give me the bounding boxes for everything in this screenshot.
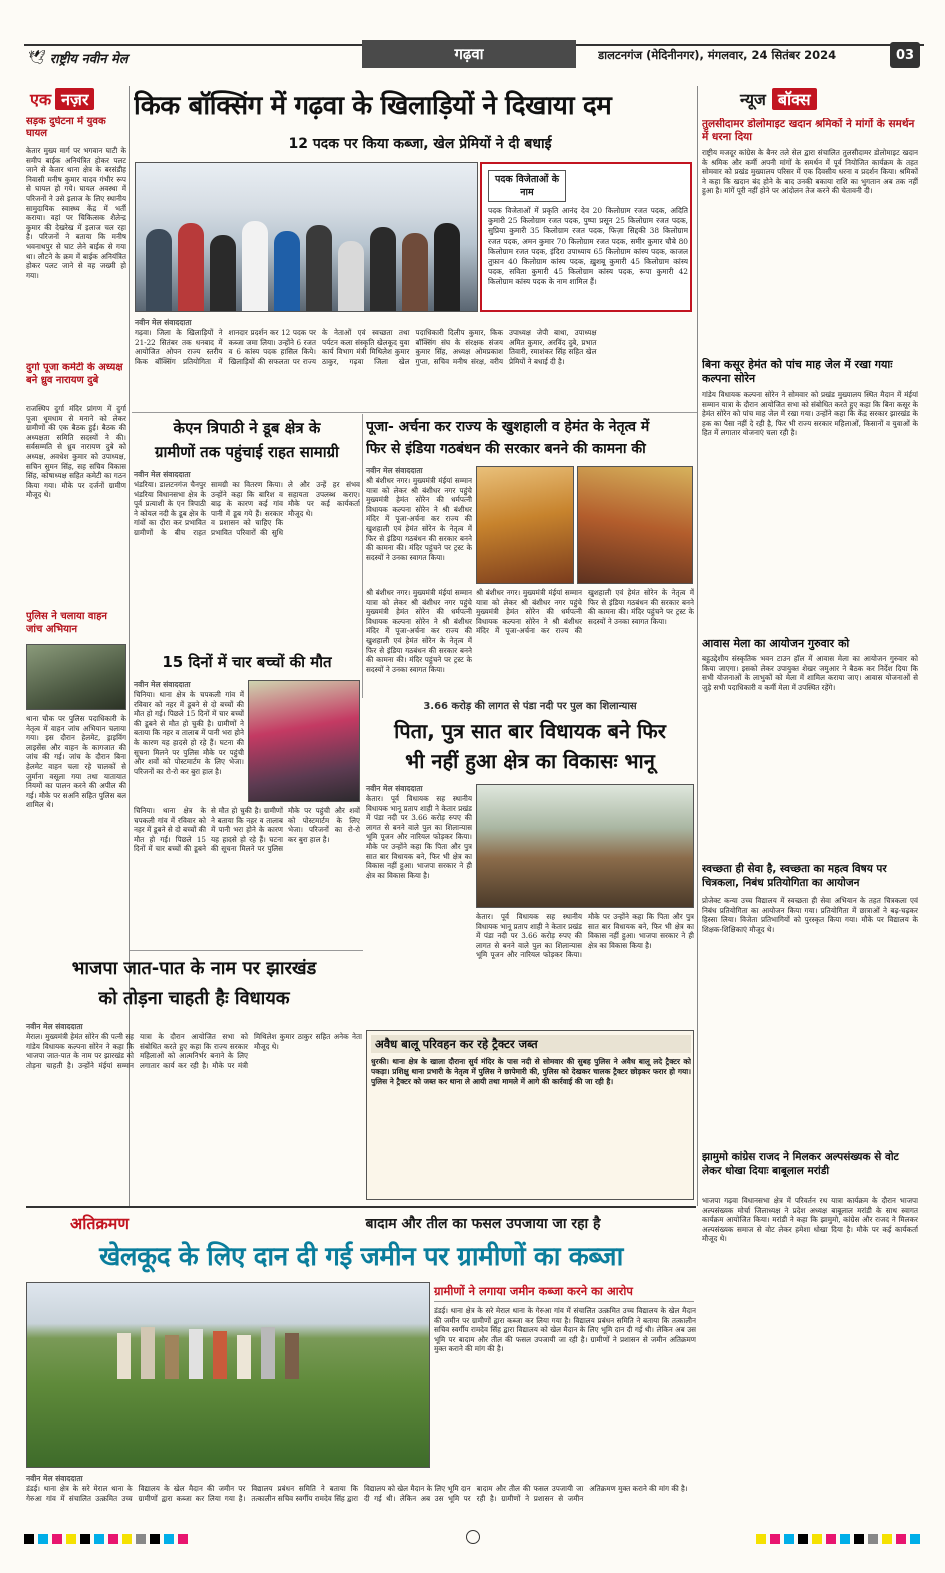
bridge-headline-line2: भी नहीं हुआ क्षेत्र का विकासः भानू: [405, 749, 655, 773]
bridge-byline: नवीन मेल संवाददाता: [366, 784, 423, 793]
ek-nazar-item-body: थाना चौक पर पुलिस पदाधिकारी के नेतृत्व में वाहन जांच अभियान चलाया गया। इस दौरान हेलमेट, ड्राइविंग लाइसेंस और वाहन के कागजात की जांच की गई। जांच के दौरान बिना हेलमेट वाहन चला रहे चालकों से जुर्माना वसूला गया तथा यातायात नियमों का पालन करने की अपील की गई। मौके पर सअनि सहित पुलिस बल शामिल थे।: [26, 714, 126, 810]
encroach-kicker: ग्रामीणों ने लगाया जमीन कब्जा करने का आरोप: [434, 1284, 694, 1302]
news-box-label: [740, 86, 890, 112]
news-box-item-title: स्वच्छता ही सेवा है, स्वच्छता का महत्व विषय पर चित्रकला, निबंध प्रतियोगिता का आयोजन: [702, 863, 887, 889]
bridge-ceremony-photo: [476, 784, 694, 908]
ek-nazar-item-title: पुलिस ने चलाया वाहन जांच अभियान: [26, 611, 107, 635]
registration-bar-right: [700, 1534, 920, 1544]
paper-name: राष्ट्रीय नवीन मेल: [49, 52, 128, 67]
puja-body-bottom-left: श्री बंशीधर नगर। मुख्यमंत्री मंईयां सम्मान यात्रा को लेकर श्री बंशीधर नगर पहुंचे मुख्यमंत्री हेमंत सोरेन की धर्मपत्नी विधायक कल्पना सोरेन ने श्री बंशीधर मंदिर में पूजा-अर्चना कर राज्य की खुशहाली एवं हेमंत सोरेन के नेतृत्व में फिर से इंडिया गठबंधन की सरकार बनने की कामना की। मंदिर पहुंचने पर ट्रस्ट के सदस्यों ने उनका स्वागत किया।: [366, 588, 472, 674]
column-rule: [362, 414, 363, 698]
ek-nazar-label-a: एक: [30, 90, 52, 109]
puja-photo-right: [577, 466, 693, 584]
bridge-strap: 3.66 करोड़ की लागत से पंडा नदी पर पुल का शिलान्यास: [423, 701, 637, 712]
section-name: गढ़वा: [454, 45, 484, 63]
children-grief-photo: [248, 680, 360, 802]
puja-body-bottom: श्री बंशीधर नगर। मुख्यमंत्री मंईयां सम्मान यात्रा को लेकर श्री बंशीधर नगर पहुंचे मुख्यमंत्री हेमंत सोरेन की धर्मपत्नी विधायक कल्पना सोरेन ने श्री बंशीधर मंदिर में पूजा-अर्चना कर राज्य की खुशहाली एवं हेमंत सोरेन के नेतृत्व में फिर से इंडिया गठबंधन की सरकार बनने की कामना की। मंदिर पहुंचने पर ट्रस्ट के सदस्यों ने उनका स्वागत किया।: [476, 588, 694, 636]
encroach-byline: नवीन मेल संवाददाता: [26, 1474, 83, 1483]
news-box-item-body: गांडेय विधायक कल्पना सोरेन ने सोमवार को प्रखंड मुख्यालय स्थित मैदान में मंईयां सम्मान यात्रा के दौरान आयोजित सभा को संबोधित करते हुए कहा कि बिना कसूर के हेमंत सोरेन को पांच माह जेल में रखा गया। उन्होंने कहा कि केंद्र सरकार झारखंड के हक का पैसा नहीं दे रही है, फिर भी राज्य सरकार महिलाओं, किसानों व युवाओं के हित में लगातार योजनाएं चला रही है।: [702, 390, 918, 438]
bjp-byline: नवीन मेल संवाददाता: [26, 1022, 83, 1031]
boxing-subhead: 12 पदक पर किया कब्जा, खेल प्रेमियों ने दी बधाई: [288, 136, 552, 152]
flood-body: भंडरिया। डालटनगंज चैनपुर भंडरिया विधानसभा क्षेत्र के पूर्व प्रत्याशी के एन त्रिपाठी ने कोयल नदी के डूब क्षेत्र के गांवों का दौरा कर प्रभावित ग्रामीणों के बीच राहत सामग्री का वितरण किया। उन्होंने कहा कि बारिश व बाढ़ के कारण कई गांव पानी में डूब गये हैं। सरकार व प्रशासन को चाहिए कि प्रभावित परिवारों की सुधि ले और उन्हें हर संभव सहायता उपलब्ध कराए। मौके पर कई कार्यकर्ता मौजूद थे।: [134, 480, 360, 537]
registration-mark: [466, 1530, 480, 1544]
rule: [132, 412, 697, 413]
bridge-headline-line1: पिता, पुत्र सात बार विधायक बने फिर: [394, 719, 666, 743]
police-checking-photo: [26, 644, 126, 710]
sand-brief-box: [366, 1030, 694, 1200]
encroach-body-bottom: डंडई। थाना क्षेत्र के सरे मेराल थाना के गेरुआ गांव में संचालित उत्क्रमित उच्च विद्यालय के खेल मैदान की जमीन पर ग्रामीणों द्वारा कब्जा कर लिया गया है। विद्यालय प्रबंधन समिति ने बताया कि तत्कालीन सचिव स्वर्गीय रामदेव सिंह द्वारा विद्यालय को खेल मैदान के लिए भूमि दान दी गई थी। लेकिन अब उस भूमि पर बादाम और तील की फसल उपजायी जा रही है। ग्रामीणों ने प्रशासन से जमीन अतिक्रमण मुक्त कराने की मांग की है।: [26, 1484, 688, 1503]
news-box-label-b: बॉक्स: [772, 88, 817, 110]
bridge-body-bottom: केतार। पूर्व विधायक सह स्थानीय विधायक भानू प्रताप शाही ने केतार प्रखंड में पंडा नदी पर 3.66 करोड़ रुपए की लागत से बनने वाले पुल का शिलान्यास भूमि पूजन और नारियल फोड़कर किया। मौके पर उन्होंने कहा कि पिता और पुत्र सात बार विधायक बने, फिर भी क्षेत्र का विकास नहीं हुआ। भाजपा सरकार ने ही क्षेत्र का विकास किया है।: [476, 912, 694, 960]
news-box-item-body: भाजपा गढ़वा विधानसभा क्षेत्र में परिवर्तन रथ यात्रा कार्यक्रम के दौरान भाजपा अल्पसंख्यक मोर्चा जिलाध्यक्ष ने प्रदेश अध्यक्ष बाबूलाल मरांडी के साथ स्वागत कार्यक्रम आयोजित किया। मरांडी ने कहा कि झामुमो, कांग्रेस और राजद ने मिलकर अल्पसंख्यक समाज से वोट लेकर हमेशा धोखा दिया है। मौके पर कई कार्यकर्ता मौजूद थे।: [702, 1196, 918, 1244]
ek-nazar-label-b: नज़र: [55, 88, 94, 110]
bird-icon: 🕊: [28, 50, 46, 66]
news-box-item-body: बहुउद्देशीय संस्कृतिक भवन टाउन हॉल में आवास मेला का आयोजन गुरुवार को किया जाएगा। इसको लेकर उपायुक्त शेखर जमुआर ने बैठक कर निर्देश दिया कि सभी योजनाओं के लाभुकों को मेला में शामिल कराया जाए। आवास योजनाओं से जुड़े सभी पदाधिकारी व कर्मी मेला में उपस्थित रहेंगे।: [702, 654, 918, 692]
news-box-item-title: तुलसीदामर डोलोमाइट खदान श्रमिकों ने मांगों के समर्थन में धरना दिया: [702, 118, 915, 143]
boxing-body: गढ़वा। जिला के खिलाड़ियों ने 21-22 सितंबर तक धनबाद में आयोजित ओपन राज्य स्तरीय किक बॉक्सिंग प्रतियोगिता में शानदार प्रदर्शन कर 12 पदक पर कब्जा जमा लिया। उन्होंने 6 रजत व 6 कांस्य पदक हासिल किये। खिलाड़ियों की सफलता पर राज्य के नेताओं एवं स्वच्छता तथा पर्यटन कला संस्कृति खेलकूद युवा कार्य विभाग मंत्री मिथिलेश कुमार ठाकुर, गढ़वा जिला खेल पदाधिकारी दिलीप कुमार, किक बॉक्सिंग संघ के संरक्षक संजय कुमार सिंह, अध्यक्ष ओमप्रकाश गुप्ता, सचिव मनीष संरक्ष, वरीय उपाध्यक्ष जेपी बाथा, उपाध्यक्ष अमित कुमार, अरविंद दुबे, प्रभात तिवारी, रमाशंकर सिंह सहित खेल प्रेमियों ने बधाई दी है।: [135, 328, 597, 366]
winners-text: पदक विजेताओं में प्रकृति आनंद देव 20 किलोग्राम रजत पदक, अदिति कुमारी 25 किलोग्राम रजत पदक, पुष्पा प्रसून 25 किलोग्राम रजत पदक, सुप्रिया कुमारी 35 किलोग्राम रजत पदक, फिज़ा सिद्दकी 38 किलोग्राम रजत पदक, अमन कुमार 70 किलोग्राम रजत पदक, समीर कुमार चौबे 80 किलोग्राम रजत पदक, इंदिरा उपाध्याय 65 किलोग्राम कांस्य पदक, काजल तुफ़ान 40 किलोग्राम कांस्य पदक, ख़ुशबू कुमारी 45 किलोग्राम कांस्य पदक, सविता कुमारी 45 किलोग्राम कांस्य पदक, रूपा कुमारी 42 किलोग्राम कांस्य पदक के नाम शामिल हैं।: [488, 206, 688, 287]
paper-logo: [28, 44, 258, 72]
registration-bar-left: [24, 1534, 234, 1544]
children-body-bottom: चिनिया। थाना क्षेत्र के चपकली गांव में रविवार को नहर में डूबने से दो बच्चों की मौत हो गई। पिछले 15 दिनों में चार बच्चों की डूबने से मौत हो चुकी है। ग्रामीणों ने बताया कि नहर व तालाब में पानी भरा होने के कारण यह हादसे हो रहे हैं। घटना की सूचना मिलने पर पुलिस मौके पर पहुंची और शवों को पोस्टमार्टम के लिए भेजा। परिजनों का रो-रो कर बुरा हाल है।: [134, 806, 360, 854]
encroach-headline: खेलकूद के लिए दान दी गई जमीन पर ग्रामीणों का कब्जा: [99, 1242, 623, 1272]
news-box-item-title: बिना कसूर हेमंत को पांच माह जेल में रखा गयाः कल्पना सोरेन: [702, 358, 893, 385]
bjp-headline-line1: भाजपा जात-पात के नाम पर झारखंड: [71, 958, 317, 979]
puja-headline-line2: फिर से इंडिया गठबंधन की सरकार बनने की कामना की: [366, 441, 646, 457]
news-box-item-title: आवास मेला का आयोजन गुरुवार को: [702, 637, 850, 650]
news-box-item-title: झामुमो कांग्रेस राजद ने मिलकर अल्पसंख्यक से वोट लेकर धोखा दियाः बाबूलाल मरांडी: [702, 1151, 899, 1177]
date-line: डालटनगंज (मेदिनीनगर), मंगलवार, 24 सितंबर 2024: [598, 48, 837, 62]
puja-body-left: श्री बंशीधर नगर। मुख्यमंत्री मंईयां सम्मान यात्रा को लेकर श्री बंशीधर नगर पहुंचे मुख्यमंत्री हेमंत सोरेन की धर्मपत्नी विधायक कल्पना सोरेन ने श्री बंशीधर मंदिर में पूजा-अर्चना कर राज्य की खुशहाली एवं हेमंत सोरेन के नेतृत्व में फिर से इंडिया गठबंधन की सरकार बनने की कामना की। मंदिर पहुंचने पर ट्रस्ट के सदस्यों ने उनका स्वागत किया।: [366, 476, 472, 562]
encroach-body-top: डंडई। थाना क्षेत्र के सरे मेराल थाना के गेरुआ गांव में संचालित उत्क्रमित उच्च विद्यालय के खेल मैदान की जमीन पर ग्रामीणों द्वारा कब्जा कर लिया गया है। विद्यालय प्रबंधन समिति ने बताया कि तत्कालीन सचिव स्वर्गीय रामदेव सिंह द्वारा विद्यालय को खेल मैदान के लिए भूमि दान दी गई थी। लेकिन अब उस भूमि पर बादाम और तील की फसल उपजायी जा रही है। ग्रामीणों ने प्रशासन से जमीन अतिक्रमण मुक्त कराने की मांग की है।: [434, 1306, 696, 1354]
ek-nazar-item-body: राजस्थिप दुर्गा मंदिर प्रांगण में दुर्गा पूजा धूमधाम से मनाने को लेकर ग्रामीणों की एक बैठक हुई। बैठक की अध्यक्षता समिति सदस्यों ने की। सर्वसम्मति से ध्रुव नारायण दुबे को अध्यक्ष, अवधेश कुमार को उपाध्यक्ष, सचिन सुमन सिंह, सह सचिव विकास सिंह, कोषाध्यक्ष सहित कमेटी का गठन किया गया। मौके पर दर्जनों ग्रामीण मौजूद थे।: [26, 404, 126, 500]
bridge-body-left: केतार। पूर्व विधायक सह स्थानीय विधायक भानू प्रताप शाही ने केतार प्रखंड में पंडा नदी पर 3.66 करोड़ रुपए की लागत से बनने वाले पुल का शिलान्यास भूमि पूजन और नारियल फोड़कर किया। मौके पर उन्होंने कहा कि पिता और पुत्र सात बार विधायक बने, फिर भी क्षेत्र का विकास नहीं हुआ। भाजपा सरकार ने ही क्षेत्र का विकास किया है।: [366, 794, 472, 880]
bjp-headline-line2: को तोड़ना चाहती हैः विधायक: [98, 988, 290, 1009]
ek-nazar-label: [30, 86, 125, 112]
ek-nazar-item-body: केतार मुख्य मार्ग पर भगवान घाटी के समीप बाईक अनियंत्रित होकर पलट जाने से केतार थाना क्षेत्र के बरसंडीह निवासी मनीष कुमार यादव गंभीर रूप से घायल हो गये। घायल अवस्था में परिजनों ने उसे इलाज के लिए स्थानीय सामुदायिक स्वास्थ्य केंद्र में भर्ती कराया। वहां पर चिकित्सक शैलेन्द्र कुमार की देखरेख में इलाज चल रहा है। परिजनों ने बताया कि मनीष भवनाथपुर से घाट लेने बाईक से गया था। लौटने के क्रम में बाईक अनियंत्रित होकर पलट जाने से वह जख्मी हो गया।: [26, 146, 126, 280]
news-box-item-body: राष्ट्रीय मजदूर कांग्रेस के बैनर तले सेल द्वारा संचालित तुलसीदामर डोलोमाइट खदान के श्रमिक और कर्मी अपनी मांगों के समर्थन में पूर्व नियोजित कार्यक्रम के तहत सोमवार को प्रखंड मुख्यालय परिसर में एक दिवसीय धरना व प्रदर्शन किया। श्रमिकों ने कहा कि खदान बंद होने के बाद उनकी बकाया राशि का भुगतान अब तक नहीं हुआ है। मांगें पूरी नहीं होने पर आंदोलन तेज करने की चेतावनी दी।: [702, 148, 918, 196]
children-body-left: चिनिया। थाना क्षेत्र के चपकली गांव में रविवार को नहर में डूबने से दो बच्चों की मौत हो गई। पिछले 15 दिनों में चार बच्चों की डूबने से मौत हो चुकी है। ग्रामीणों ने बताया कि नहर व तालाब में पानी भरा होने के कारण यह हादसे हो रहे हैं। घटना की सूचना मिलने पर पुलिस मौके पर पहुंची और शवों को पोस्टमार्टम के लिए भेजा। परिजनों का रो-रो कर बुरा हाल है।: [134, 690, 244, 776]
rule: [26, 1206, 696, 1208]
section-banner: [362, 40, 576, 68]
flood-headline-line2: ग्रामीणों तक पहुंचाई राहत सामाग्री: [155, 443, 339, 461]
boxing-byline: नवीन मेल संवाददाता: [135, 318, 192, 327]
rule: [130, 950, 363, 951]
children-byline: नवीन मेल संवाददाता: [134, 680, 191, 689]
flood-byline: नवीन मेल संवाददाता: [134, 470, 191, 479]
puja-byline: नवीन मेल संवाददाता: [366, 466, 423, 475]
flood-headline-line1: केएन त्रिपाठी ने डूब क्षेत्र के: [173, 419, 321, 437]
puja-headline-line1: पूजा- अर्चना कर राज्य के खुशहाली व हेमंत के नेतृत्व में: [366, 419, 650, 435]
ek-nazar-item-title: दुर्गा पूजा कमेटी के अध्यक्ष बने ध्रुव नारायण दुबे: [26, 362, 123, 386]
sand-brief-body: धुरकी। थाना क्षेत्र के खाला दौराना सुर्य मंदिर के पास नदी से सोमवार की सुबह पुलिस ने अवैध बालू लदे ट्रैक्टर को पकड़ा। प्रशिक्षु थाना प्रभारी के नेतृत्व में पुलिस ने छापेमारी की, पुलिस को देखकर चालक ट्रैक्टर छोड़कर फरार हो गया। पुलिस ने ट्रैक्टर को जब्त कर थाना ले आयी तथा मामले में आगे की कार्रवाई की जा रही है।: [371, 1057, 691, 1087]
sand-brief-title: अवैध बालू परिवहन कर रहे ट्रैक्टर जब्त: [371, 1035, 691, 1053]
children-headline: 15 दिनों में चार बच्चों की मौत: [162, 653, 332, 671]
column-rule: [697, 86, 698, 1206]
news-box-label-a: न्यूज: [740, 90, 766, 109]
winners-box: [480, 162, 692, 312]
bjp-body: मेराल। मुख्यमंत्री हेमंत सोरेन की पत्नी सह गांडेय विधायक कल्पना सोरेन ने कहा कि भाजपा जात-पात के नाम पर झारखंड को तोड़ना चाहती है। उन्होंने मंईयां सम्मान यात्रा के दौरान आयोजित सभा को संबोधित करते हुए कहा कि राज्य सरकार महिलाओं को आत्मनिर्भर बनाने के लिए लगातार कार्य कर रही है। मौके पर मंत्री मिथिलेश कुमार ठाकुर सहित अनेक नेता मौजूद थे।: [26, 1032, 362, 1070]
winners-label: पदक विजेताओं के नाम: [488, 170, 566, 202]
paddy-field-photo: [26, 1282, 430, 1468]
ek-nazar-item-title: सड़क दुर्घटना में युवक घायल: [26, 116, 106, 139]
page-number: 03: [890, 42, 920, 68]
encroach-tag: अतिक्रमण: [70, 1214, 129, 1233]
encroach-strap: बादाम और तील का फसल उपजाया जा रहा है: [365, 1216, 601, 1232]
boxing-headline: किक बॉक्सिंग में गढ़वा के खिलाड़ियों ने दिखाया दम: [134, 91, 612, 121]
puja-photo-left: [476, 466, 574, 584]
boxing-team-photo: [135, 162, 478, 312]
news-box-item-body: प्रोजेक्ट कन्या उच्च विद्यालय में स्वच्छता ही सेवा अभियान के तहत चित्रकला एवं निबंध प्रतियोगिता का आयोजन किया गया। प्रतियोगिता में छात्राओं ने बढ़-चढ़कर हिस्सा लिया। विजेता प्रतिभागियों को पुरस्कृत किया गया। मौके पर विद्यालय के शिक्षक-शिक्षिकाएं मौजूद थे।: [702, 896, 918, 934]
